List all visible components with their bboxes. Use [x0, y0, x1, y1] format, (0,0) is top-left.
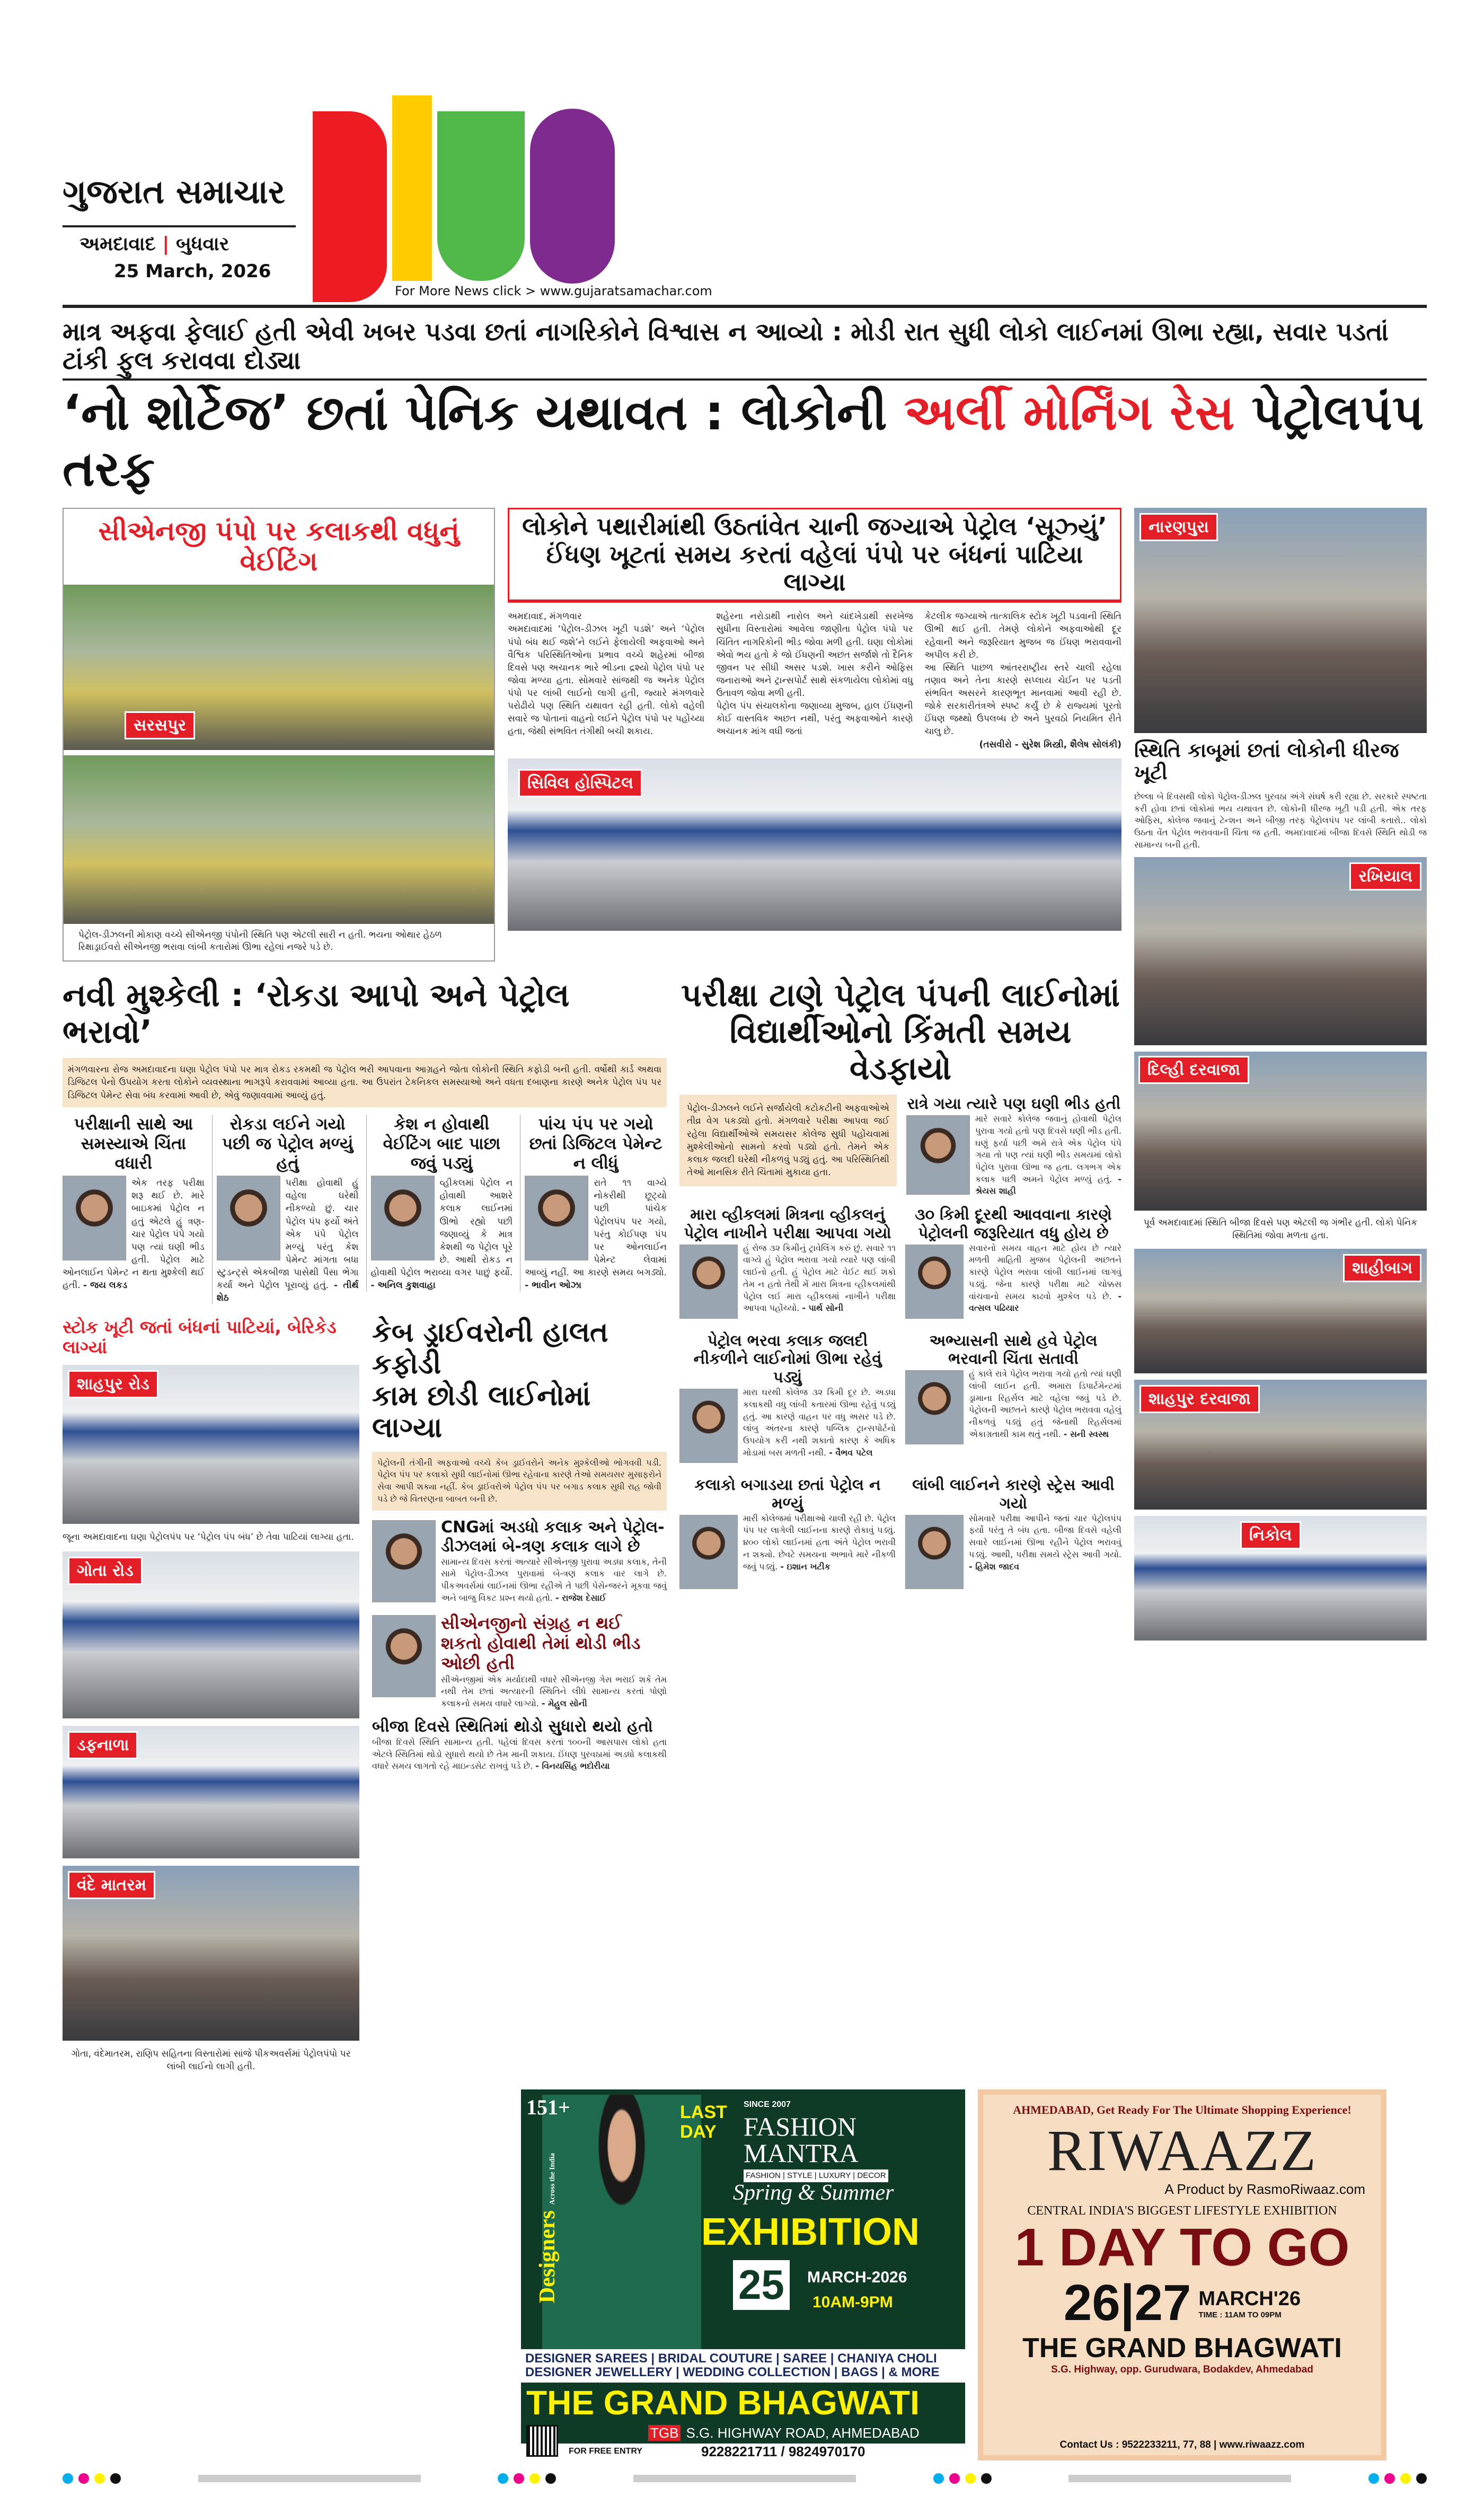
body-text: સામાન્ય દિવસ કરતાં અત્યારે સીએનજી પુરાવા અડધા કલાક, તેની સામે પેટ્રોલ-ડીઝલ પુરાવામાં બે-ત્રણ કલાક વાર લાગે છે. પીકઅવર્સમાં લાઈનમાં ઊભા રહીએ તે પછી પેસેન્જરને મૂકવા જવું અને બાજુ વિકટ પ્રશ્ન થયો હતો.: [441, 1556, 667, 1603]
stock-section: [63, 1317, 359, 2073]
left-main: [63, 508, 1121, 2074]
body-text: મારે સવારે કોલેજ જવાનું હોવાથી પેટ્રોલ પુરાવા ગયો હતો પણ દિવસે ઘણી ભીડ હતી. ઘણું ફર્યા પછી અમે રાત્રે એક પેટ્રોલ પંપે ગયા તો પણ ત્યાં ઘણી ભીડ સમયમાં લોકો પેટ્રોલ પુરાવા ઊભા જ હતા. લગભગ એક કલાક પછી અમને પેટ્રોલ મળ્યું હતું.: [975, 1114, 1121, 1184]
location-badge: દિલ્હી દરવાજા: [1138, 1056, 1249, 1084]
shahpur-road-photo: [63, 1365, 359, 1524]
cash-items: [63, 1115, 667, 1305]
exam-item: [679, 1476, 896, 1592]
signature: - જય લકડ: [83, 1280, 128, 1291]
more-news-link[interactable]: For More News click > www.gujaratsamachar.com: [395, 284, 712, 298]
signature: - મેહુલ સોની: [541, 1698, 587, 1709]
avatar: [371, 1176, 435, 1260]
paper-name: ગુજરાત સમાચાર: [63, 172, 285, 211]
brand-tagline: FASHION | STYLE | LUXURY | DECOR: [744, 2169, 888, 2183]
signature: - તીર્થ શેઠ: [216, 1280, 359, 1304]
body-text: મારી કોલેજમાં પરીક્ષાઓ ચાલી રહી છે. પેટ્રોલ પંપ પર લાગેલી લાઈનના કારણે રોકાવું પડ્યું. ૪૦૦ લોકો લાઈનમાં હતા અંતે પેટ્રોલ ભરાવી ન શક્યો. છેવટે સમયના અભાવે મારે નીકળી જવું પડ્યું.: [743, 1513, 896, 1572]
ad-categories: [521, 2349, 965, 2383]
exam-title-2: વિદ્યાર્થીઓનો કિંમતી સમય વેડફાયો: [729, 1013, 1072, 1088]
weekday: બુધવાર: [175, 233, 229, 255]
body-text: હું કાલે રાત્રે પેટ્રોલ ભરાવા ગયો હતો ત્યાં ઘણી લાંબી લાઈન હતી. અમારા ડિપાર્ટમેન્ટમાં ડ્રામાના રિહર્સલ માટે વહેલા જવું પડે છે. પેટ્રોલની અછતને કારણે પેટ્રોલ ભરાવવા વહેલું નીકળવું પડ્યું હતું જેનાથી રિહર્સલમાં એકાગ્રતાથી કામ થતું નથી.: [969, 1369, 1121, 1439]
rakhial-photo: [1134, 857, 1427, 1045]
registration-marks: [63, 2473, 121, 2484]
stock-title: સ્ટોક ખૂટી જતાં બંધનાં પાટિયાં, બેરિકેડ લાગ્યાં: [63, 1317, 337, 1358]
cab-title: [372, 1317, 667, 1444]
vande-caption: ગોતા, વંદેમાતરમ, રાણિપ સહિતના વિસ્તારોમાં સાંજે પીકઅવર્સમાં પેટ્રોલપંપો પર લાંબી લાઈનો લાગી હતી.: [71, 2049, 351, 2072]
registration-bar: [633, 2475, 856, 2482]
cab-title-1: કેબ ડ્રાઈવરોની હાલત કફોડી: [372, 1317, 608, 1381]
ad-month: MARCH-2026: [807, 2268, 907, 2286]
signature: - શ્રેયસ શાહી: [975, 1174, 1121, 1196]
exam-title: [679, 977, 1121, 1087]
body-text: સીએનજીમાં એક મર્યાદાથી વધારે સીએનજી ગેસ ભરાઈ શકે તેમ નથી તેમ છતાં અત્યારની સ્થિતિને લીધે સામાન્ય કરતાં પોણો કલાકનો સમય વધારે લાગ્યો.: [441, 1674, 667, 1709]
exam-item: [905, 1205, 1121, 1322]
avatar: [905, 1370, 964, 1444]
cab-section: [372, 1317, 667, 1772]
location-badge: નારણપુરા: [1140, 513, 1218, 541]
city: અમદાવાદ: [80, 233, 156, 255]
exam-item-title: લાંબી લાઈનને કારણે સ્ટ્રેસ આવી ગયો: [912, 1476, 1115, 1512]
avatar: [905, 1245, 964, 1319]
category-line: DESIGNER JEWELLERY | WEDDING COLLECTION | BAGS | & MORE: [525, 2365, 940, 2380]
exam-intro: પેટ્રોલ-ડીઝલને લઈને સર્જાયેલી કટોકટીની અફવાઓએ તીવ્ર વેગ પકડ્યો હતો. મંગળવારે પરીક્ષા આપવા જઈ રહેલા વિદ્યાર્થીઓએ સમયસર કોલેજ સુધી પહોંચવામાં મુશ્કેલીઓનો સામનો કરવો પડ્યો હતો. તેમને એક કલાક જલદી ઘરેથી નીકળવું પડ્યું હતું. આ પરિસ્થિતિથી તેઓ માનસિક રીતે ચિંતામાં મુકાયા હતા.: [679, 1095, 897, 1186]
cab-item-title: CNGમાં અડધો કલાક અને પેટ્રોલ-ડીઝલમાં બે-ત્રણ કલાક લાગે છે: [441, 1518, 665, 1556]
cab-item-title: બીજા દિવસે સ્થિતિમાં થોડો સુધારો થયો હતો: [372, 1717, 653, 1736]
location-badge: ગોતા રોડ: [68, 1557, 143, 1585]
gota-road-photo: [63, 1551, 359, 1718]
cash-item-title: કેશ ન હોવાથી વેઈટિંગ બાદ પાછા જવું પડ્યું: [383, 1114, 501, 1174]
location-badge: વંદે માતરમ: [68, 1871, 155, 1899]
body-text: સોમવારે પરીક્ષા આપીને જતાં ચાર પેટ્રોલપંપ ફર્યો પરંતુ તે બંધ હતા. બીજા દિવસે વહેલી સવારે લાઈનમાં ઊભા રહીને પેટ્રોલ ભરાવવું પડ્યું. આથી, પરીક્ષા સમયે સ્ટ્રેસ આવી ગયો.: [969, 1513, 1121, 1559]
since: SINCE 2007: [744, 2100, 791, 2109]
riwaazz-subtitle: CENTRAL INDIA'S BIGGEST LIFESTYLE EXHIBITION: [1027, 2204, 1337, 2218]
exam-item-title: કલાકો બગાડયા છતાં પેટ્રોલ ન મળ્યું: [694, 1476, 881, 1512]
ad-phones: 9228221711 / 9824970170: [701, 2443, 865, 2459]
cng-photo-1: [64, 585, 494, 750]
left-lower: [63, 977, 667, 2073]
cab-item: [372, 1717, 667, 1772]
cab-item: [372, 1518, 667, 1606]
address-text: S.G. HIGHWAY ROAD, AHMEDABAD: [686, 2424, 920, 2441]
shahpur-darwaja-photo: [1134, 1380, 1427, 1510]
cab-title-2: કામ છોડી લાઈનોમાં લાગ્યા: [372, 1380, 591, 1444]
ads-row: [521, 2089, 1427, 2460]
riwaazz-logo: RIWAAZZ: [1047, 2118, 1317, 2183]
registration-bar: [198, 2475, 421, 2482]
location-badge: સિવિલ હોસ્પિટલ: [518, 769, 642, 797]
page-content: [63, 0, 1427, 2484]
exam-item: [679, 1331, 896, 1466]
body-text: એક તરફ પરીક્ષા શરૂ થઈ છે. મારે બાઇકમાં પેટ્રોલ ન હતું એટલે હું ત્રણ-ચાર પેટ્રોલ પંપે ગયો પણ ત્યાં ઘણી ભીડ હતી. પેટ્રોલ માટે ઓનલાઈન પેમેન્ટ ન થતા મુશ્કેલી થઈ હતી.: [63, 1178, 205, 1291]
registration-marks: [1368, 2473, 1427, 2484]
brand-line: MANTRA: [744, 2138, 859, 2168]
riwaazz-time: TIME : 11AM TO 09PM: [1198, 2310, 1282, 2319]
cash-title: [63, 977, 667, 1051]
exam-item: [906, 1095, 1121, 1198]
registration-marks: [933, 2473, 992, 2484]
center-section: [508, 508, 1121, 931]
cash-item: [520, 1115, 667, 1292]
cab-intro: પેટ્રોલની તંગીની અફવાઓ વચ્ચે કેબ ડ્રાઈવરોને અનેક મુશ્કેલીઓ ભોગવવી પડી. પેટ્રોલ પંપ પર કલાકો સુધી લાઈનોમાં ઊભા રહેવાના કારણે તેઓ સમયસર મુસાફરોને સેવા આપી શક્યા નહીં. કેબ ડ્રાઈવરોએ પેટ્રોલ પંપ પર બગાડ કલાક સુધી રાહ જોવી પડે છે જે વિતરણના બાબત બની છે.: [372, 1452, 667, 1511]
designer-count: 151+: [526, 2095, 570, 2119]
signature: - વત્સલ પઢિયાર: [969, 1291, 1121, 1313]
exam-item-title: મારા વ્હીકલમાં મિત્રના વ્હીકલનું પેટ્રોલ નાખીને પરીક્ષા આપવા ગયો: [684, 1205, 891, 1242]
avatar: [679, 1389, 738, 1463]
brand-line: FASHION: [744, 2111, 856, 2141]
signature: - સની સ્વસ્થ: [1063, 1428, 1109, 1439]
avatar: [372, 1615, 436, 1697]
signature: - ભાવીન ઓઝા: [525, 1280, 582, 1291]
qr-code-icon: [526, 2425, 558, 2457]
riwaazz-product: A Product by RasmoRiwaaz.com: [1164, 2181, 1365, 2198]
riwaazz-countdown: 1 DAY TO GO: [1014, 2218, 1350, 2278]
exam-top-row: [679, 1095, 1121, 1198]
riwaazz-venue: THE GRAND BHAGWATI: [1022, 2333, 1342, 2364]
last-day: LAST DAY: [680, 2102, 727, 2142]
location-badge: સરસપુર: [125, 711, 195, 739]
signature: - પાર્થ સોની: [802, 1303, 844, 1313]
ad-venue: THE GRAND BHAGWATI: [526, 2383, 920, 2422]
ad-address: [648, 2425, 920, 2441]
cash-item-title: પાંચ પંપ પર ગયો છતાં ડિજિટલ પેમેન્ટ ન લીધું: [529, 1114, 662, 1174]
right-body: છેલ્લા બે દિવસથી લોકો પેટ્રોલ-ડીઝલ પુરવઠા અંગે સંઘર્ષ કરી રહ્યા છે. સરકારે સ્પષ્ટતા કરી હોવા છતાં લોકોમાં ભય યથાવત છે. લોકોની ધીરજ ખૂટી પડી હતી. એક તરફ ઓફિસ, કોલેજ જવાનું ટેન્શન અને બીજી તરફ પેટ્રોલપંપ પર લાંબી કતારો.. લોકો ઉઠતા વેંત પેટ્રોલ ભરાવવાની ચિંતા જ હતી. અમદાવાદમાં બીજા દિવસે સ્થિતિ થોડી જ સામાન્ય બની હતી.: [1134, 791, 1427, 850]
cash-item: [212, 1115, 359, 1305]
body-text: વ્હીકલમાં પેટ્રોલ ન હોવાથી આશરે કલાક લાઈનમાં ઊભો રહ્યો પછી જણાવ્યું કે માત્ર કેશથી જ પેટ્રોલ પૂરે છે. આથી રોકડ ન હોવાથી પેટ્રોલ ભરાવ્યા વગર પાછું ફર્યો.: [370, 1178, 513, 1278]
center-title-2: ઈંધણ ખૂટતાં સમય કરતાં વહેલાં પંપો પર બંધનાં પાટિયા લાગ્યા: [546, 540, 1083, 597]
cab-item: [372, 1613, 667, 1710]
cab-item-title: સીએનજીનો સંગ્રહ ન થઈ શકતો હોવાથી તેમાં થોડી ભીડ ઓછી હતી: [441, 1612, 641, 1674]
body-text: બીજા દિવસે સ્થિતિ સામાન્ય હતી. પહેલાં દિવસ કરતાં ૧૦૦ની આસપાસ લોકો હતા એટલે સ્થિતિમાં થોડો સુધારો થયો છે તેમ માની શકાય. ઈંધણ પુરવઠામાં અડધો કલાકથી વધારે સમય લાગતો રહે માઇન્ડસેટ રાખવું પડે છે.: [372, 1736, 667, 1771]
avatar: [906, 1115, 970, 1195]
ad-time: 10AM-9PM: [812, 2293, 893, 2311]
ad-day: 25: [733, 2260, 790, 2310]
exam-item: [679, 1205, 896, 1322]
avatar: [905, 1515, 964, 1589]
riwaazz-dates: 26|27: [1063, 2274, 1191, 2332]
signature: - વૈભવ પટેલ: [829, 1447, 873, 1458]
category-line: DESIGNER SAREES | BRIDAL COUTURE | SAREE | CHANIYA CHOLI: [525, 2351, 937, 2366]
avatar: [63, 1176, 126, 1260]
dateline-city-day: અમદાવાદ | બુધવાર: [80, 233, 229, 255]
cng-caption: પેટ્રોલ-ડીઝલની મોકાણ વચ્ચે સીએનજી પંપોની સ્થિતિ પણ એટલી સારી ન હતી. ભયના ઓથાર હેઠળ રિક્ષાડ્રાઈવરો સીએનજી ભરાવા લાંબી કતારોમાં ઊભા રહેલાં નજરે પડે છે.: [78, 929, 442, 953]
row-2: [63, 977, 1121, 2073]
location-badge: ડફનાળા: [68, 1731, 138, 1759]
ad-model-photo: [542, 2095, 701, 2349]
civil-hospital-photo: [508, 758, 1121, 931]
exam-item-title: ૩૦ કિમી દૂરથી આવવાના કારણે પેટ્રોલની જરૂરિયાત વધુ હોય છે: [915, 1205, 1112, 1242]
headline-part: પેટ્રોલપંપ તરફ: [63, 384, 1424, 497]
photo-credit: (તસવીરો - સુરેશ મિસ્ત્રી, શૈલેષ સોલંકી): [979, 739, 1121, 750]
avatar: [679, 1515, 738, 1589]
dafnala-photo: [63, 1726, 359, 1858]
registration-marks: [498, 2473, 556, 2484]
across-text: Across the India: [548, 2153, 556, 2205]
delhi-caption: પૂર્વ અમદાવાદમાં સ્થિતિ બીજા દિવસે પણ એટલી જ ગંભીર હતી. લોકો પેનિક સ્થિતિમાં જોવા મળતા હતા.: [1143, 1218, 1418, 1241]
stock-caption: જૂના અમદાવાદના ઘણા પેટ્રોલપંપ પર ‘પેટ્રોલ પંપ બંધ’ છે તેવા પાટિયાં લાગ્યા હતા.: [63, 1532, 354, 1543]
stock-cab-row: [63, 1317, 667, 2073]
headline-part: ‘નો શોર્ટેજ’ છતાં પેનિક યથાવત : લોકોની: [63, 384, 904, 442]
body-text: રાતે ૧૧ વાગ્યે નોકરીથી છૂટ્યો પછી પાંચેક પેટ્રોલપંપ પર ગયો, પરંતુ કોઈપણ પંપ પર ઓનલાઈન પેમેન્ટ લેવામાં આવ્યું નહીં. આ કારણે સમય બગડ્યો.: [525, 1178, 667, 1278]
avatar: [372, 1520, 436, 1602]
body-text: મારા ઘરથી કોલેજ ૩૨ કિમી દૂર છે. અડધા કલાકથી વધુ લાંબી કતારમાં ઊભા રહેવું પડ્યું હતું. આ કારણે વાહન પર વધુ અસર પડે છે. લાંબુ અંતરના કારણે પબ્લિક ટ્રાન્સપોર્ટનો ઉપયોગ કરી નથી શકાતો કારણ કે અધિક મોડામાં બસ મળતી નથી.: [743, 1387, 896, 1458]
naranpura-photo: [1134, 508, 1427, 733]
cash-item-title: રોકડા લઈને ગયો પછી જ પેટ્રોલ મળ્યું હતું: [222, 1114, 354, 1174]
right-title: સ્થિતિ કાબૂમાં છતાં લોકોની ધીરજ ખૂટી: [1134, 738, 1399, 784]
riwaazz-month-time: [1198, 2288, 1301, 2319]
avatar: [217, 1176, 280, 1260]
shahibaug-photo: [1134, 1249, 1427, 1373]
location-badge: રખિયાલ: [1349, 862, 1421, 890]
signature: - રાજેશ દેસાઈ: [555, 1592, 606, 1603]
headline-highlight: અર્લી મોર્નિંગ રેસ: [904, 384, 1235, 442]
date: 25 March, 2026: [114, 261, 271, 282]
registration-strip: [63, 2473, 1427, 2484]
cng-title: સીએનજી પંપો પર કલાકથી વધુનું વેઈટિંગ: [98, 515, 460, 577]
lead-kicker: માત્ર અફવા ફેલાઈ હતી એવી ખબર પડવા છતાં નાગરિકોને વિશ્વાસ ન આવ્યો : મોડી રાત સુધી લોકો લાઈનમાં ઊભા રહ્યા, સવાર પડતાં ટાંકી ફુલ કરાવવા દોડ્યા: [63, 313, 1427, 381]
location-badge: શાહપુર દરવાજા: [1140, 1385, 1260, 1413]
location-badge: શાહીબાગ: [1343, 1254, 1421, 1282]
exam-item-title: પેટ્રોલ ભરવા કલાક જલદી નીકળીને લાઈનોમાં ઊભા રહેવું પડ્યું: [693, 1331, 882, 1387]
tgb-logo: TGB: [648, 2425, 681, 2441]
avatar: [525, 1176, 588, 1260]
riwaazz-address: S.G. Highway, opp. Gurudwara, Bodakdev, Ahmedabad: [1051, 2364, 1313, 2376]
designers-text: Designers: [535, 2210, 560, 2303]
right-column: [1134, 508, 1427, 1640]
riwaazz-dates-row: [983, 2274, 1381, 2332]
exam-item: [905, 1476, 1121, 1592]
cash-item: [63, 1115, 205, 1292]
vande-mataram-photo: [63, 1866, 359, 2041]
exam-item-title: અભ્યાસની સાથે હવે પેટ્રોલ ભરવાની ચિંતા સતાવી: [929, 1331, 1098, 1368]
cab-item-body: [372, 1736, 667, 1772]
center-col-3: કેટલીક જગ્યાએ તાત્કાલિક સ્ટોક ખૂટી પડવાની સ્થિતિ ઊભી થઈ હતી. તેમણે લોકોને અફવાઓથી દૂર રહેવાની અને જરૂરિયાત મુજબ જ ઈંધણ ભરાવવાની અપીલ કરી છે. આ સ્થિતિ પાછળ આંતરરાષ્ટ્રીય સ્તરે ચાલી રહેલા તણાવ અને તેના કારણે સપ્લાય ચેઈન પર પડતી સંભવિત અસરને કારણભૂત માનવામાં આવી રહી છે. જોકે સરકારીતંત્રએ સ્પષ્ટ કર્યું છે કે રાજ્યમાં પૂરતો ઈંધણ જથ્થો ઉપલબ્ધ છે અને પુરવઠો નિયમિત રીતે ચાલુ છે.: [924, 611, 1121, 737]
fashion-mantra-ad[interactable]: [521, 2089, 965, 2460]
body-text: હું રોજ ૩૨ કિમીનું ટ્રાવેલિંગ કરું છું. સવારે ૧૧ વાગ્યે હું પેટ્રોલ ભરાવા ગયો ત્યારે પણ લાંબી લાઈનો હતી. હું પેટ્રોલ માટે વેઈટ થઈ શકો તેમ ન હતો તેથી મેં મારા મિત્રના વ્હીકલમાંથી પેટ્રોલ લઈ મારા વ્હીકલમાં નાખીને પરીક્ષા આપવા પહોંચ્યો.: [743, 1242, 896, 1313]
spring-summer: Spring & Summer: [733, 2180, 894, 2205]
center-title-1: લોકોને પથારીમાંથી ઉઠતાંવેત ચાની જગ્યાએ પેટ્રોલ ‘સૂઝ્યું’: [522, 511, 1107, 541]
fashion-mantra-logo: [744, 2113, 888, 2183]
row-1: [63, 508, 1121, 962]
cash-title-text: નવી મુશ્કેલી : ‘રોકડા આપો અને પેટ્રોલ ભરાવો’: [63, 977, 570, 1051]
nikol-photo: [1134, 1516, 1427, 1640]
exam-grid: [679, 1205, 1121, 1592]
avatar: [679, 1245, 738, 1319]
lead-headline: [63, 385, 1427, 497]
exhibition: EXHIBITION: [701, 2210, 920, 2253]
exam-title-1: પરીક્ષા ટાણે પેટ્રોલ પંપની લાઈનોમાં: [681, 977, 1120, 1015]
signature: - વિનયસિંહ ભદોરીયા: [535, 1761, 610, 1771]
free-entry: FOR FREE ENTRY: [569, 2446, 642, 2456]
cng-section: [63, 508, 495, 962]
center-col-2: શહેરના નરોડાથી નારોલ અને ચાંદખેડાથી સરખેજ સુધીના વિસ્તારોમાં આવેલા જાણીતા પેટ્રોલ પંપો પર ચિંતિત નાગરિકોની ભીડ જોવા મળી હતી. ઘણા લોકોમાં એવો ભય હતો કે જો ઈંધણની અછત સર્જાશે તો દૈનિક જીવન પર સીધી અસર પડશે. ખાસ કરીને ઓફિસ જનારાઓ અને ટ્રાન્સપોર્ટ સાથે સંકળાયેલા લોકોમાં વધુ ઉતાવળ જોવા મળી હતી. પેટ્રોલ પંપ સંચાલકોના જણાવ્યા મુજબ, હાલ ઈંધણની કોઈ વાસ્તવિક અછત નથી, પરંતુ અફવાઓને કારણે અચાનક માંગ વધી જતાં: [716, 611, 913, 737]
body-text: સવારનો સમય વાહન માટે હોય છે ત્યારે મળતી માહિતી મુજબ પેટ્રોલની અછતને કારણે પેટ્રોલ ભરાવા લાંબી લાઈનમાં લાગવું પડ્યું. જેના કારણે પરીક્ષા માટે ચોક્કસ વાંચવાનો સમય કાઢવો મુશ્કેલ પડે છે.: [969, 1242, 1121, 1301]
body-text: પરીક્ષા હોવાથી હું વહેલા ઘરેથી નીકળ્યો છું. ચાર પેટ્રોલ પંપ ફર્યો અંતે એક પંપે પેટ્રોલ મળ્યું પરંતુ કેશ પેમેન્ટ માંગતા બધા સ્ટુડન્ટ્સે એકબીજા પાસેથી પૈસા ભેગા કર્યા અને પેટ્રોલ પૂરાવ્યું હતું.: [216, 1178, 359, 1291]
exam-item-title: રાત્રે ગયા ત્યારે પણ ઘણી ભીડ હતી: [907, 1095, 1121, 1113]
cash-item: [366, 1115, 513, 1292]
center-title-box: [508, 508, 1121, 603]
center-col-1: અમદાવાદ, મંગળવાર અમદાવાદમાં ‘પેટ્રોલ-ડીઝલ ખૂટી પડશે’ અને ‘પેટ્રોલ પંપો બંધ થઈ જશે’ને લઈને ફેલાયેલી અફવાઓ અને વૈશ્વિક પરિસ્થિતિઓના પ્રભાવ વચ્ચે શહેરમાં બીજા દિવસે પણ અચાનક ભારે ભીડના દ્રશ્યો પેટ્રોલ પંપો પર જોવા મળ્યા હતા. સોમવારે સાંજથી જ અનેક પેટ્રોલ પંપો પર લાંબી લાઈનો લાગી હતી, જ્યારે મંગળવારે પરોઢીયે પણ સ્થિતિ યથાવત રહી હતી. લોકો વહેલી સવારે જ પોતાનાં વાહનો લઈને પેટ્રોલ પંપો પર પહોંચ્યા હતા, જેથી સંભવિત તંગીથી બચી શકાય.: [508, 611, 705, 737]
registration-bar: [1068, 2475, 1291, 2482]
exam-item: [905, 1331, 1121, 1448]
location-badge: શાહપુર રોડ: [68, 1370, 158, 1398]
exam-section: [679, 977, 1121, 1592]
center-body: [508, 610, 1121, 751]
delhi-darwaja-photo: [1134, 1052, 1427, 1211]
riwaazz-contact: Contact Us : 9522233211, 77, 88 | www.riwaazz.com: [1059, 2439, 1305, 2450]
main-grid: [63, 508, 1427, 2074]
riwaazz-month: MARCH'26: [1198, 2287, 1301, 2310]
cash-intro: મંગળવારના રોજ અમદાવાદના ઘણા પેટ્રોલ પંપો પર માત્ર રોકડ રકમથી જ પેટ્રોલ ભરી આપવાના આગ્રહને જોતા લોકોની સ્થિતિ કફોડી બની હતી. વર્ષોથી કાર્ડ અથવા ડિજિટલ પેનો ઉપયોગ કરતા લોકોને વ્યવસ્થાના ભાગરૂપે કરાવવામાં આવ્યા હતા. આ ઉપરાંત ટેકનિકલ સમસ્યાઓ અને વધતા દબાણના કારણે અનેક પેટ્રોલ પંપ પર ડિજિટલ પેમેન્ટ સેવા બંધ કરવામાં આવી છે, એવું જણાવવામાં આવ્યું હતું.: [63, 1058, 667, 1107]
ad-contact-bar: [521, 2444, 965, 2460]
cng-photo-2: [64, 755, 494, 924]
designers-label: [535, 2144, 560, 2303]
riwaazz-ad[interactable]: [978, 2089, 1386, 2460]
riwaazz-top: AHMEDABAD, Get Ready For The Ultimate Shopping Experience!: [1013, 2103, 1352, 2116]
location-badge: નિકોલ: [1240, 1521, 1301, 1549]
cash-item-title: પરીક્ષાની સાથે આ સમસ્યાએ ચિંતા વધારી: [74, 1114, 193, 1174]
signature: - હિમેશ જાદવ: [969, 1561, 1020, 1572]
signature: - અનિલ કુશવાહા: [370, 1280, 436, 1291]
signature: - ઇશાન ખટીક: [780, 1561, 831, 1572]
